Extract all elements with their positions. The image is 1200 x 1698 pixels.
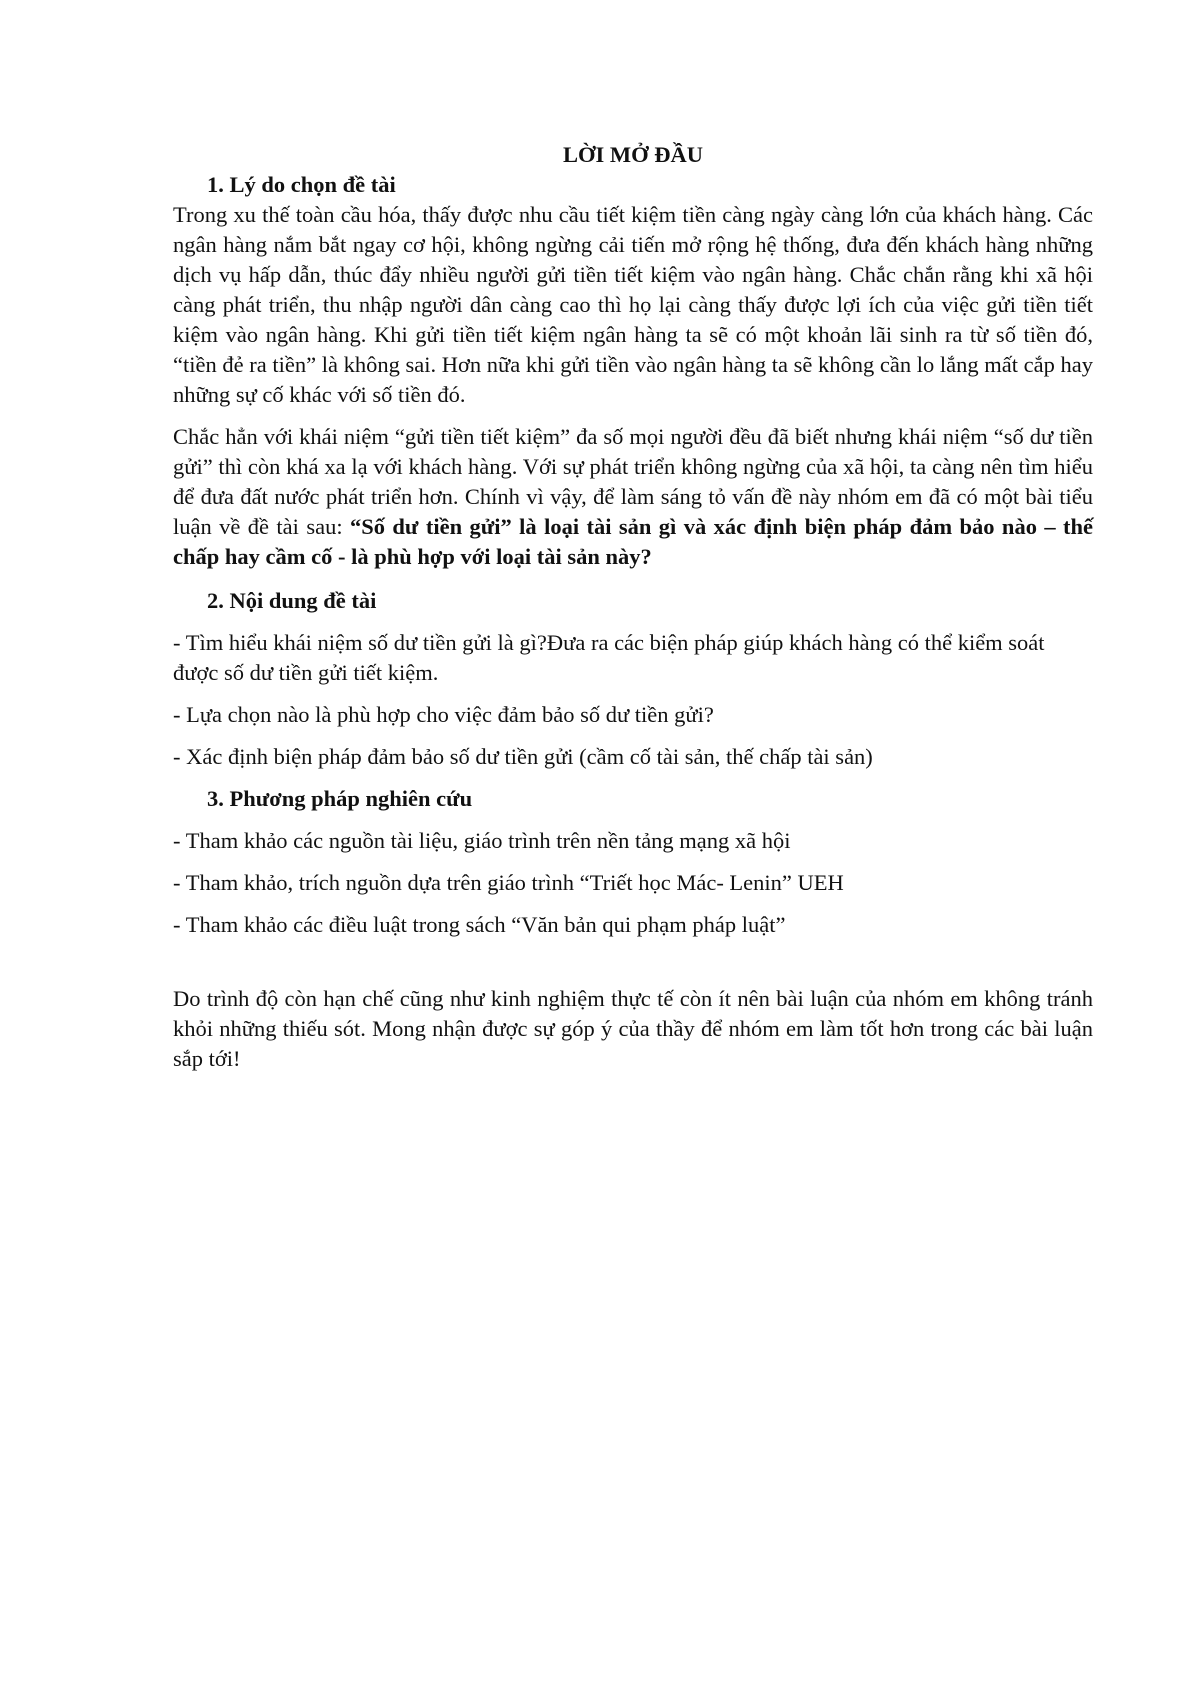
paragraph-2-text: Chắc hẳn với khái niệm “gửi tiền tiết kiệm” đa số mọi người đều đã biết nhưng khái niệm “số dư tiền gửi” thì còn khá xa lạ với khách hàng. Với sự phát triển không ngừng của xã hội, ta càng nên tìm hiểu để đưa đất nước phát triển hơn. Chính vì vậy, để làm sáng tỏ vấn đề này nhóm em đã có một bài tiểu luận về đề tài sau: bbox=[173, 424, 1093, 539]
paragraph-2-topic: “Số dư tiền gửi” là loại tài sản gì và xác định biện pháp đảm bảo nào – thế chấp hay cầm cố - là phù hợp với loại tài sản này? bbox=[173, 514, 1094, 569]
section-3-item: - Tham khảo, trích nguồn dựa trên giáo trình “Triết học Mác- Lenin” UEH bbox=[173, 870, 844, 895]
document-title: LỜI MỞ ĐẦU bbox=[563, 142, 703, 167]
section-2-item: - Tìm hiểu khái niệm số dư tiền gửi là gì?Đưa ra các biện pháp giúp khách hàng có thể kiểm soát được số dư tiền gửi tiết kiệm. bbox=[173, 630, 1045, 685]
section-2-heading: 2. Nội dung đề tài bbox=[207, 588, 377, 613]
section-2-item: - Lựa chọn nào là phù hợp cho việc đảm bảo số dư tiền gửi? bbox=[173, 702, 714, 727]
section-1-paragraph-2 bbox=[173, 422, 1093, 572]
closing-paragraph: Do trình độ còn hạn chế cũng như kinh nghiệm thực tế còn ít nên bài luận của nhóm em không tránh khỏi những thiếu sót. Mong nhận được sự góp ý của thầy để nhóm em làm tốt hơn trong các bài luận sắp tới! bbox=[173, 986, 1093, 1071]
section-1-heading: 1. Lý do chọn đề tài bbox=[207, 172, 396, 197]
section-3-item: - Tham khảo các điều luật trong sách “Văn bản qui phạm pháp luật” bbox=[173, 912, 786, 937]
section-1-paragraph: Trong xu thế toàn cầu hóa, thấy được nhu cầu tiết kiệm tiền càng ngày càng lớn của khách hàng. Các ngân hàng nắm bắt ngay cơ hội, không ngừng cải tiến mở rộng hệ thống, đưa đến khách hàng những dịch vụ hấp dẫn, thúc đẩy nhiều người gửi tiền tiết kiệm vào ngân hàng. Chắc chắn rằng khi xã hội càng phát triển, thu nhập người dân càng cao thì họ lại càng thấy được lợi ích của việc gửi tiền tiết kiệm vào ngân hàng. Khi gửi tiền tiết kiệm ngân hàng ta sẽ có một khoản lãi sinh ra từ số tiền đó, “tiền đẻ ra tiền” là không sai. Hơn nữa khi gửi tiền vào ngân hàng ta sẽ không cần lo lắng mất cắp hay những sự cố khác với số tiền đó. bbox=[173, 202, 1093, 407]
section-2-item: - Xác định biện pháp đảm bảo số dư tiền gửi (cầm cố tài sản, thế chấp tài sản) bbox=[173, 744, 873, 769]
document-page bbox=[173, 140, 1093, 1074]
section-3-heading: 3. Phương pháp nghiên cứu bbox=[207, 786, 473, 811]
section-3-item: - Tham khảo các nguồn tài liệu, giáo trình trên nền tảng mạng xã hội bbox=[173, 828, 791, 853]
